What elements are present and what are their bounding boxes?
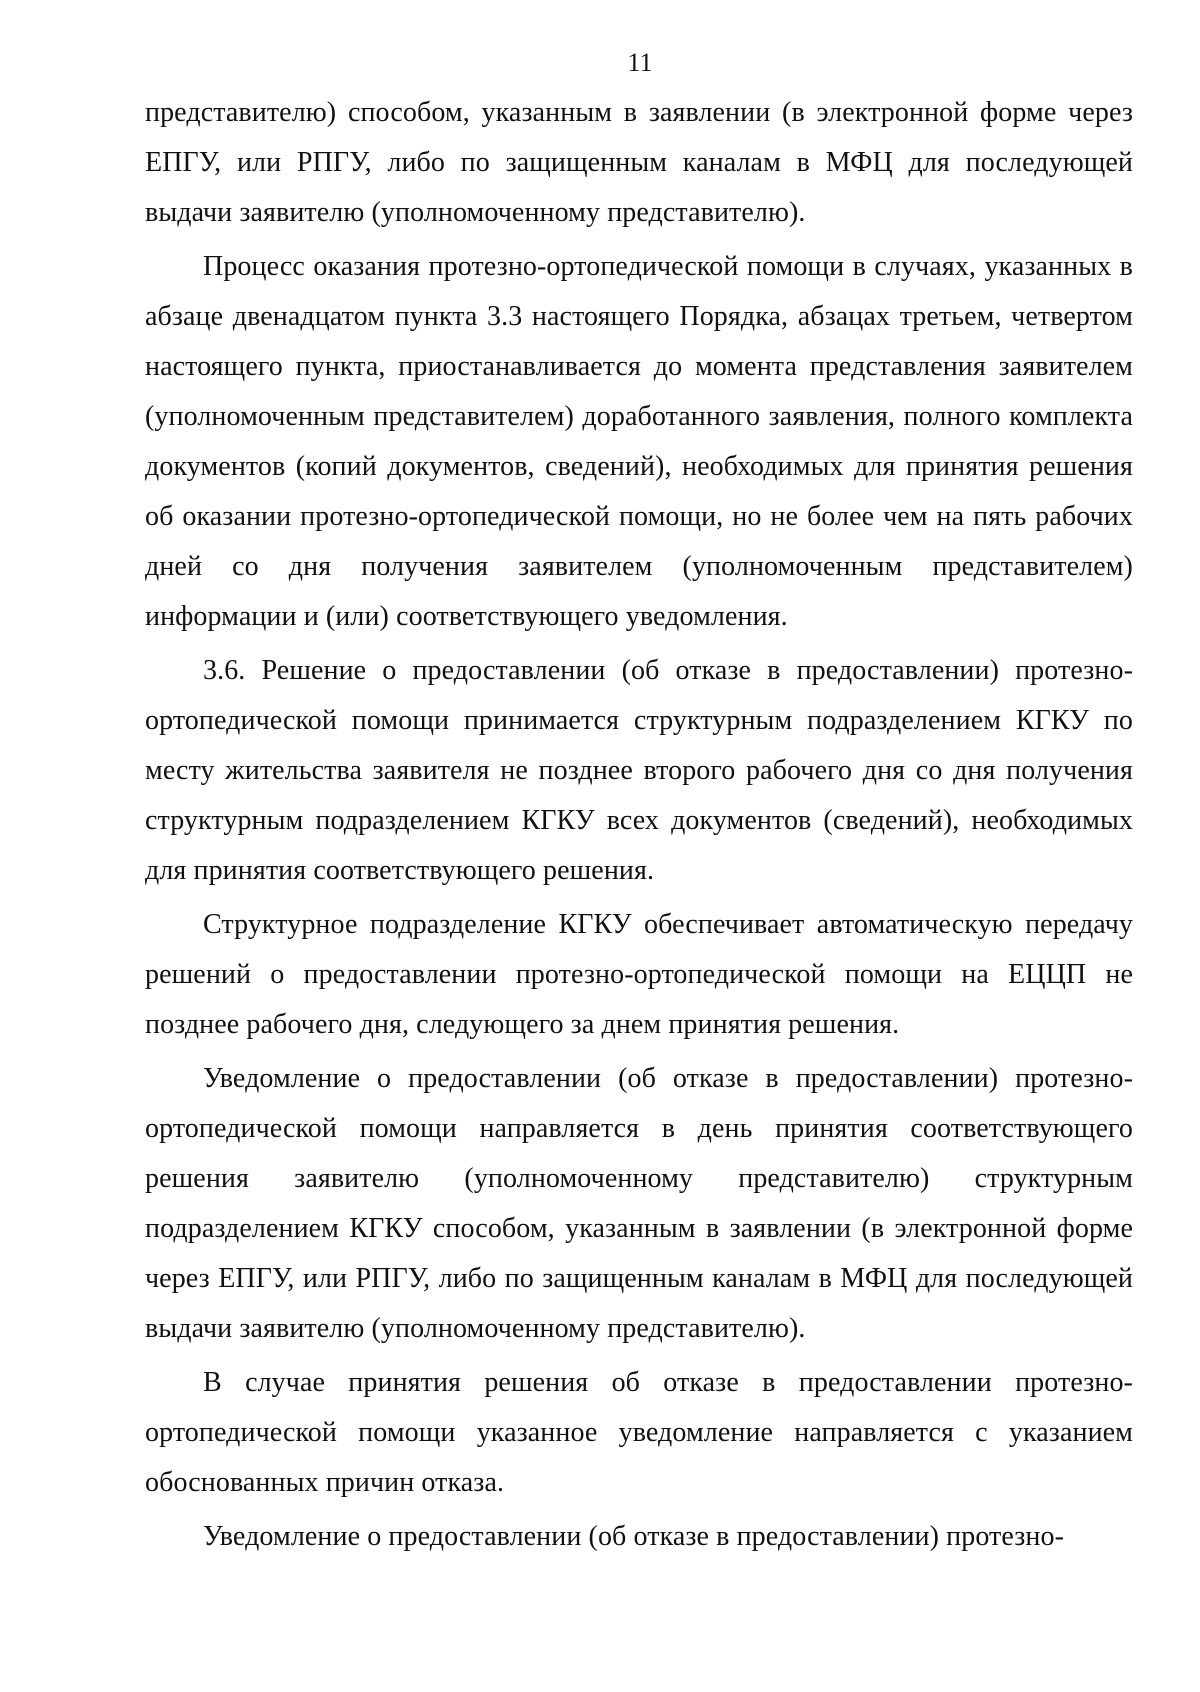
- paragraph-suspension-process: Процесс оказания протезно-ортопедической помощи в случаях, указанных в абзаце двенадцатом пункта 3.3 настоящего Порядка, абзацах третьем, четвертом настоящего пункта, приостанавливается до момента представления заявителем (уполномоченным представителем) доработанного заявления, полного комплекта документов (копий документов, сведений), необходимых для принятия решения об оказании протезно-ортопедической помощи, но не более чем на пять рабочих дней со дня получения заявителем (уполномоченным представителем) информации и (или) соответствующего уведомления.: [145, 251, 1133, 632]
- paragraph-refusal-reasons: В случае принятия решения об отказе в предоставлении протезно-ортопедической помощи указанное уведомление направляется с указанием обоснованных причин отказа.: [145, 1367, 1133, 1498]
- paragraph-notification-partial: Уведомление о предоставлении (об отказе в предоставлении) протезно-: [203, 1521, 1065, 1552]
- paragraph-automatic-transfer: Структурное подразделение КГКУ обеспечивает автоматическую передачу решений о предоставлении протезно-ортопедической помощи на ЕЦЦП не позднее рабочего дня, следующего за днем принятия решения.: [145, 909, 1133, 1040]
- paragraph-3-6-decision: 3.6. Решение о предоставлении (об отказе в предоставлении) протезно-ортопедической помощи принимается структурным подразделением КГКУ по месту жительства заявителя не позднее второго рабочего дня со дня получения структурным подразделением КГКУ всех документов (сведений), необходимых для принятия соответствующего решения.: [145, 655, 1133, 886]
- document-body: [145, 88, 1133, 1566]
- paragraph-notification: Уведомление о предоставлении (об отказе в предоставлении) протезно-ортопедической помощи направляется в день принятия соответствующего решения заявителю (уполномоченному представителю) структурным подразделением КГКУ способом, указанным в заявлении (в электронной форме через ЕПГУ, или РПГУ, либо по защищенным каналам в МФЦ для последующей выдачи заявителю (уполномоченному представителю).: [145, 1063, 1133, 1344]
- paragraph-continuation: представителю) способом, указанным в заявлении (в электронной форме через ЕПГУ, или РПГУ, либо по защищенным каналам в МФЦ для последующей выдачи заявителю (уполномоченному представителю).: [145, 97, 1133, 228]
- page-number: 11: [627, 48, 653, 77]
